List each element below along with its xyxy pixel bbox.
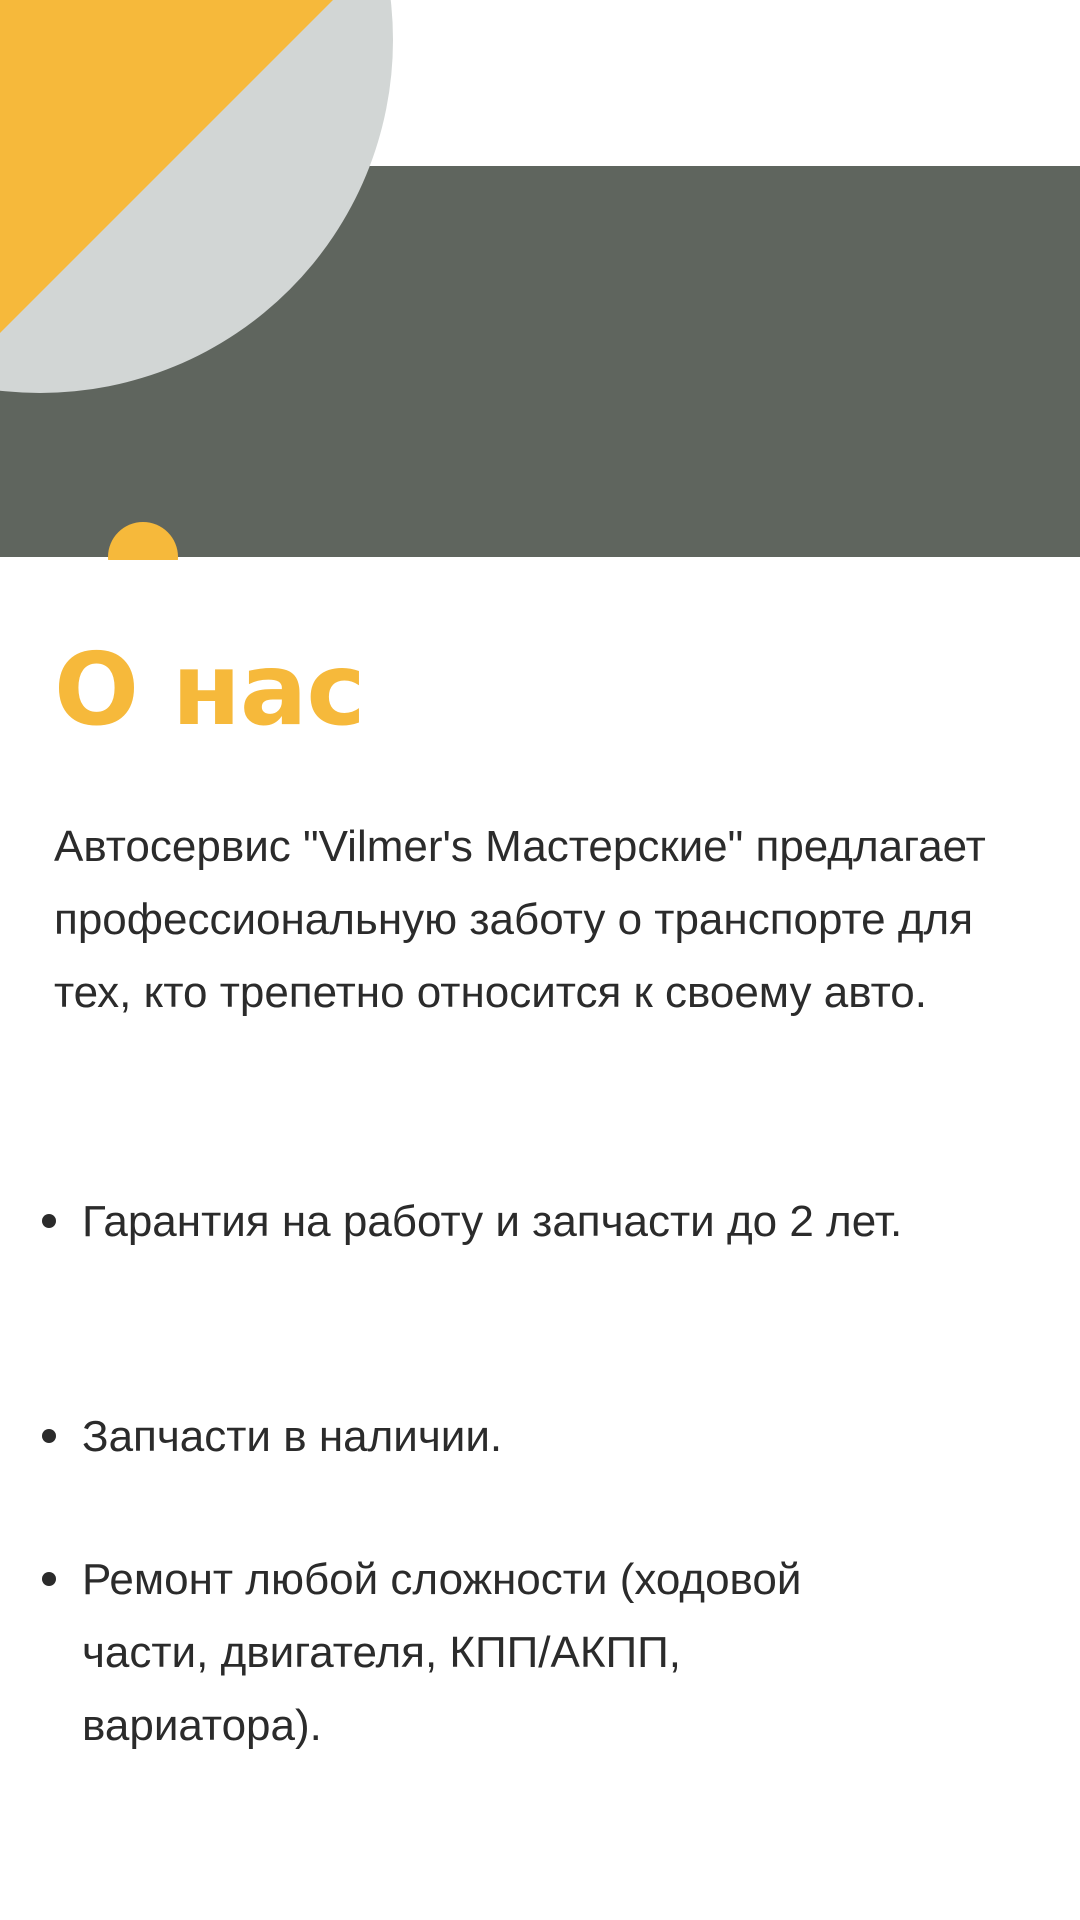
feature-text: Гарантия на работу и запчасти до 2 лет.: [82, 1197, 903, 1246]
intro-text: Автосервис "Vilmer's Мастерские" предлагает профессиональную заботу о транспорте для тех, кто трепетно относится к своему авто.: [54, 822, 986, 1017]
bullet-icon: [42, 1214, 56, 1228]
feature-text: Запчасти в наличии.: [82, 1412, 503, 1461]
list-item: [82, 1400, 922, 1473]
bullet-icon: [42, 1572, 56, 1586]
about-section: [54, 631, 1014, 1029]
hero-graphic: [0, 0, 1080, 560]
feature-text: Ремонт любой сложности (ходовой части, двигателя, КПП/АКПП, вариатора).: [82, 1555, 802, 1750]
hero-decoration: [0, 0, 1080, 560]
list-item: [82, 1185, 922, 1258]
list-item: [82, 1543, 922, 1762]
page-title: О нас: [54, 631, 365, 748]
bullet-icon: [42, 1429, 56, 1443]
